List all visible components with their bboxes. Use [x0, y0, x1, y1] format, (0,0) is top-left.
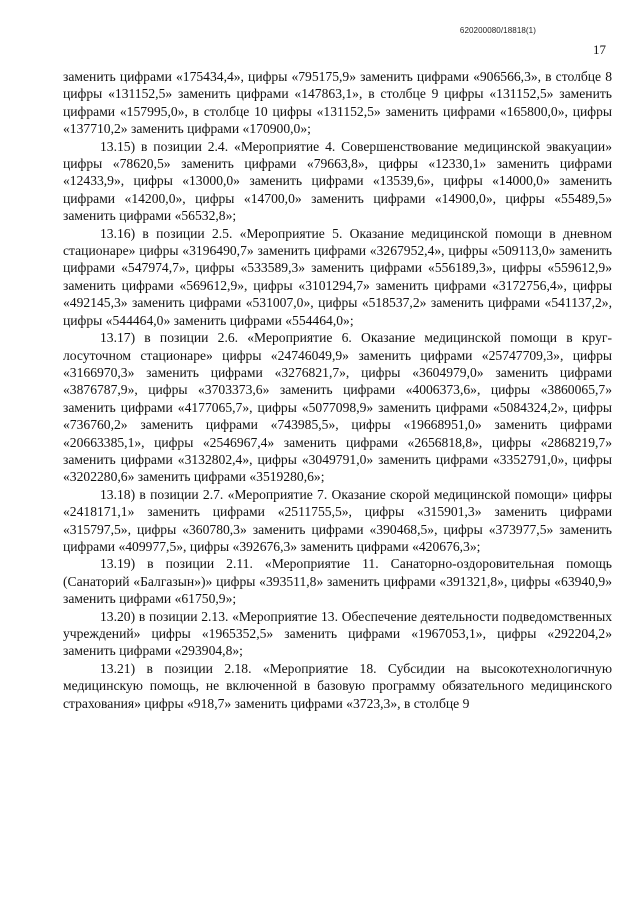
document-body	[63, 68, 612, 712]
paragraph-13-17: 13.17) в позиции 2.6. «Мероприятие 6. Оказание медицинской помощи в круглосуточном стационаре» цифры «24746049,9» заменить цифрами «25747709,3», цифры «3166970,3» заменить цифрами «3276821,7», цифры «3604979,0» заменить цифрами «3876787,9», цифры «3703373,6» заменить цифрами «4006373,6», цифры «3860065,7» заменить цифрами «4177065,7», цифры «5077098,9» заменить цифрами «5084324,2», цифры «736760,2» заменить цифрами «743985,5», цифры «19668951,0» заменить цифрами «20663385,1», цифры «2546967,4» заменить цифрами «2656818,8», цифры «2868219,7» заменить цифрами «3132802,4», цифры «3049791,0» заменить цифрами «3352791,0», цифры «3202280,6» заменить цифрами «3519280,6»;	[63, 330, 612, 485]
paragraph-13-20: 13.20) в позиции 2.13. «Мероприятие 13. Обеспечение деятельности подведомственных учреждений» цифры «1965352,5» заменить цифрами «1967053,1», цифры «292204,2» заменить цифрами «293904,8»;	[63, 608, 612, 659]
paragraph-13-15: 13.15) в позиции 2.4. «Мероприятие 4. Совершенствование медицинской эвакуации» цифры «78620,5» заменить цифрами «79663,8», цифры «12330,1» заменить цифрами «12433,9», цифры «13000,0» заменить цифрами «13539,6», цифры «14000,0» заменить цифрами «14200,0», цифры «14700,0» заменить цифрами «14900,0», цифры «55489,5» заменить цифрами «56532,8»;	[63, 138, 612, 224]
paragraph-13-16: 13.16) в позиции 2.5. «Мероприятие 5. Оказание медицинской помощи в дневном стационаре» цифры «3196490,7» заменить цифрами «3267952,4», цифры «509113,0» заменить цифрами «547974,7», цифры «533589,3» заменить цифрами «556189,3», цифры «559612,9» заменить цифрами «569612,9», цифры «3101294,7» заменить цифрами «3172756,4», цифры «492145,3» заменить цифрами «531007,0», цифры «518537,2» заменить цифрами «541137,2», цифры «544464,0» заменить цифрами «554464,0»;	[63, 225, 612, 328]
paragraph-13-21: 13.21) в позиции 2.18. «Мероприятие 18. Субсидии на высокотехнологичную медицинскую помощь, не включенной в базовую программу обязательного медицинского страхования» цифры «918,7» заменить цифрами «3723,3», в столбце 9	[63, 660, 612, 711]
document-code: 620200080/18818(1)	[459, 26, 536, 35]
page-number: 17	[593, 42, 606, 57]
paragraph-continuation: заменить цифрами «175434,4», цифры «795175,9» заменить цифрами «906566,3», в столбце 8 цифры «131152,5» заменить цифрами «147863,1», в столбце 9 цифры «131152,5» заменить цифрами «157995,0», в столбце 10 цифры «131152,5» заменить цифрами «165800,0», цифры «137710,2» заменить цифрами «170900,0»;	[63, 69, 612, 137]
paragraph-13-18: 13.18) в позиции 2.7. «Мероприятие 7. Оказание скорой медицинской помощи» цифры «2418171,1» заменить цифрами «2511755,5», цифры «315901,3» заменить цифрами «315797,5», цифры «360780,3» заменить цифрами «390468,5», цифры «373977,5» заменить цифрами «409977,5», цифры «392676,3» заменить цифрами «420676,3»;	[63, 486, 612, 554]
paragraph-13-19: 13.19) в позиции 2.11. «Мероприятие 11. Санаторно-оздоровительная помощь (Санаторий «Балгазын»)» цифры «393511,8» заменить цифрами «391321,8», цифры «63940,9» заменить цифрами «61750,9»;	[63, 556, 612, 607]
